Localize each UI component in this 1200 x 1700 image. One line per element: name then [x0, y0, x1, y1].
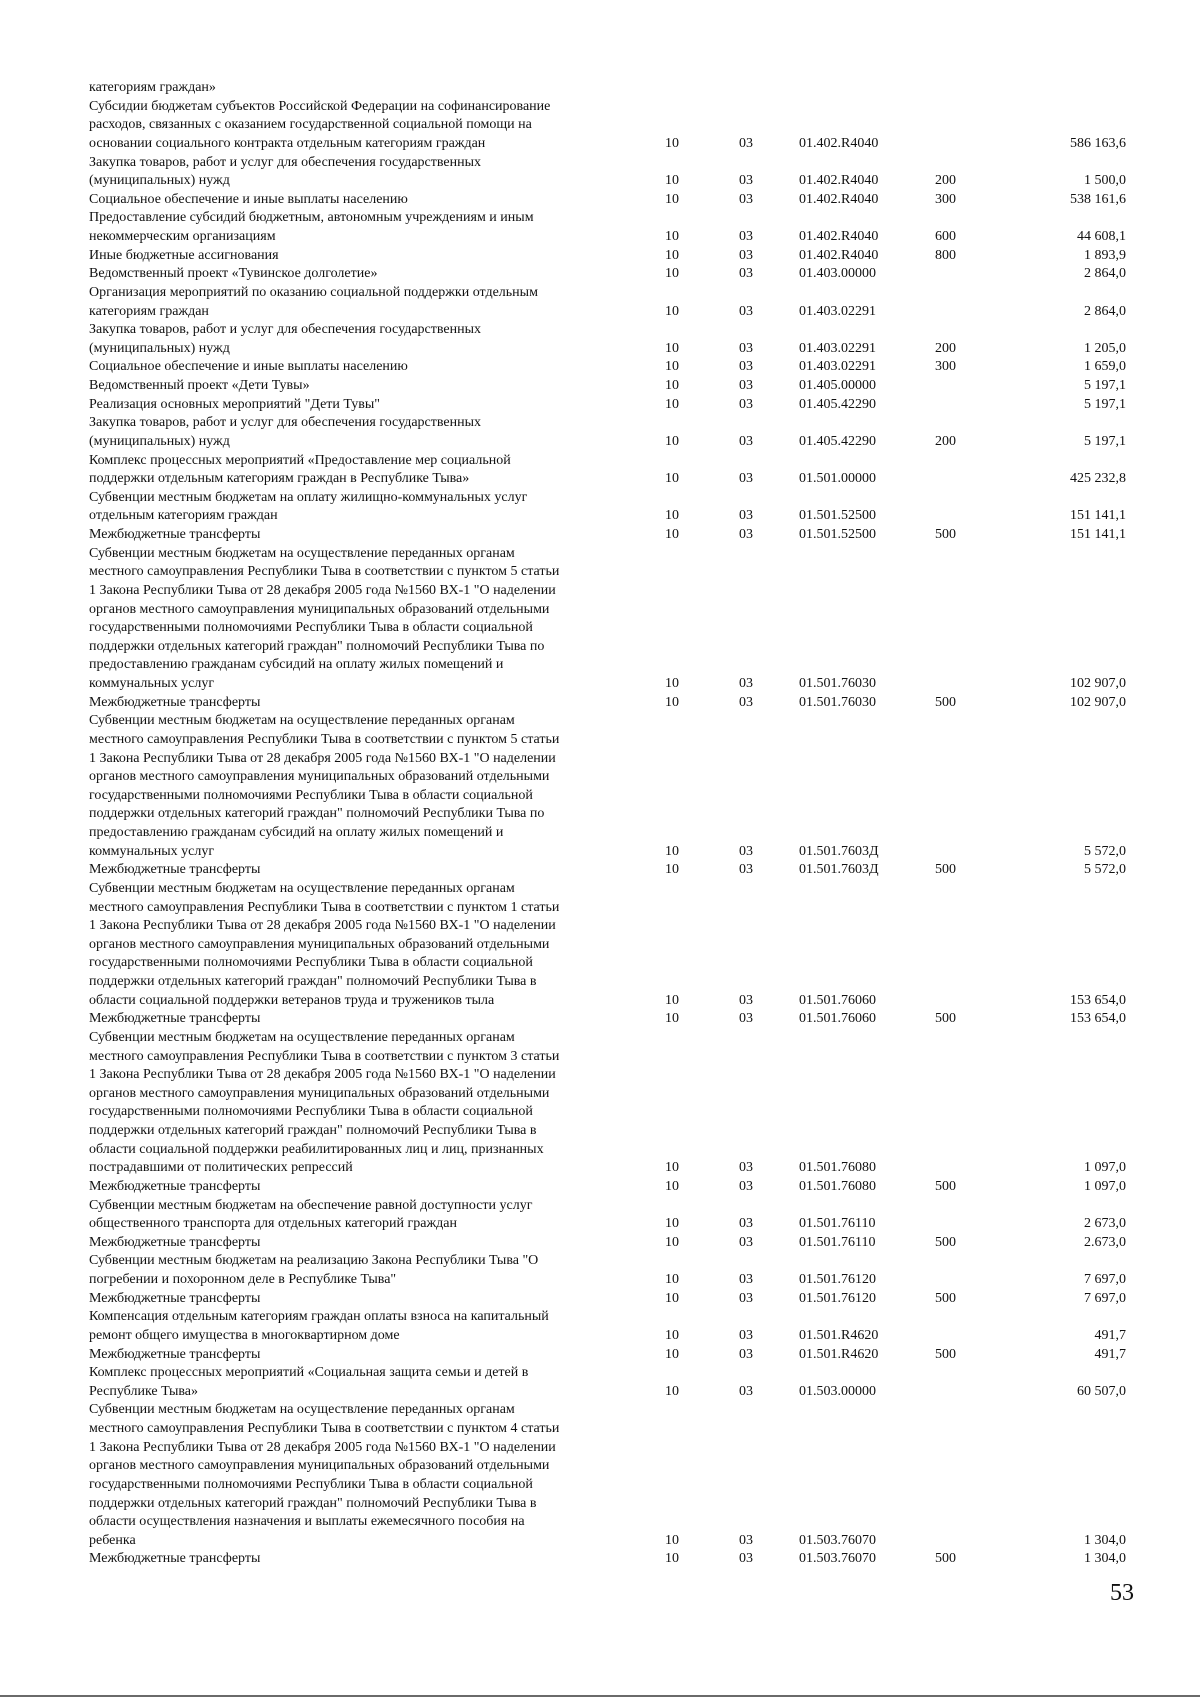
table-row	[89, 1252, 1129, 1289]
row-subsection-code: 03	[739, 992, 753, 1008]
row-amount: 1 659,0	[1084, 359, 1126, 375]
row-expense-type-code	[923, 1197, 995, 1234]
row-name: Комплекс процессных мероприятий «Предоставление мер социальной поддержки отдельным категориям граждан в Республике Тыва»	[89, 452, 511, 487]
row-amount: 1 893,9	[1084, 247, 1126, 263]
row-target-article-code: 01.501.76110	[799, 1216, 876, 1232]
row-name: Ведомственный проект «Дети Тувы»	[89, 378, 310, 393]
row-target-article-code: 01.503.00000	[799, 1383, 876, 1399]
row-expense-type-code: 500	[935, 1234, 956, 1250]
row-subsection-code: 03	[739, 1272, 753, 1287]
row-subsection-code: 03	[739, 1551, 753, 1567]
table-row	[89, 247, 1129, 266]
row-subsection-code: 03	[739, 359, 753, 375]
row-amount: 102 907,0	[1070, 694, 1126, 710]
row-expense-type-code: 300	[935, 359, 956, 375]
row-expense-type-code	[923, 545, 995, 694]
row-subsection-code: 03	[739, 247, 753, 263]
row-subsection-code: 03	[739, 1160, 753, 1176]
row-expense-type-code: 500	[935, 1551, 956, 1567]
row-name: Организация мероприятий по оказанию социальной поддержки отдельным категориям граждан	[89, 284, 538, 319]
row-section-code: 10	[665, 1272, 679, 1287]
row-amount: 5 572,0	[1084, 862, 1126, 878]
row-target-article-code: 01.503.76070	[799, 1532, 876, 1548]
row-name: Реализация основных мероприятий "Дети Тувы"	[89, 396, 380, 412]
table-row	[89, 396, 1129, 415]
row-expense-type-code	[923, 489, 995, 526]
row-subsection-code: 03	[739, 471, 753, 487]
row-expense-type-code	[923, 1364, 995, 1401]
row-subsection-code: 03	[739, 173, 753, 189]
row-amount: 7 697,0	[1084, 1272, 1126, 1287]
row-expense-type-code: 500	[935, 1178, 956, 1194]
row-target-article-code	[785, 79, 923, 98]
row-expense-type-code: 300	[935, 191, 956, 207]
row-target-article-code: 01.402.R4040	[799, 173, 879, 189]
row-section-code: 10	[665, 340, 679, 356]
table-row	[89, 358, 1129, 377]
row-target-article-code: 01.402.R4040	[799, 229, 879, 244]
row-subsection-code: 03	[739, 135, 753, 151]
row-target-article-code: 01.403.02291	[799, 359, 876, 375]
row-name: Межбюджетные трансферты	[89, 1346, 261, 1362]
row-amount: 151 141,1	[1070, 508, 1126, 524]
row-name: Ведомственный проект «Тувинское долголетие»	[89, 266, 378, 282]
row-target-article-code: 01.501.52500	[799, 527, 876, 542]
table-row	[89, 1178, 1129, 1197]
row-section-code: 10	[665, 266, 679, 282]
row-target-article-code: 01.501.76030	[799, 676, 876, 691]
row-expense-type-code	[923, 880, 995, 1010]
table-row	[89, 712, 1129, 861]
table-row	[89, 1346, 1129, 1365]
row-name: Межбюджетные трансферты	[89, 1178, 261, 1194]
table-row	[89, 1010, 1129, 1029]
row-expense-type-code	[923, 377, 995, 396]
row-expense-type-code: 500	[935, 1290, 956, 1306]
row-name: Субвенции местным бюджетам на оплату жилищно-коммунальных услуг отдельным категориям граждан	[89, 489, 528, 524]
row-target-article-code: 01.403.00000	[799, 266, 876, 282]
row-target-article-code: 01.501.76080	[799, 1178, 876, 1194]
table-row	[89, 1401, 1129, 1550]
row-section-code: 10	[665, 471, 679, 487]
row-target-article-code: 01.501.76120	[799, 1290, 876, 1306]
row-target-article-code: 01.402.R4040	[799, 191, 879, 207]
row-name: Субвенции местным бюджетам на осуществление переданных органам местного самоуправления Республики Тыва в соответствии с пунктом 1 статьи 1 Закона Республики Тыва от 28 декабря 2005 года №1560 ВХ-1 "О наделении органов местного самоуправления муниципальных образований отдельными государственными полномочиями Республики Тыва в области социальной поддержки отдельных категорий граждан" полномочий Республики Тыва в области социальной поддержки ветеранов труда и тружеников тыла	[89, 880, 560, 1008]
table-row	[89, 526, 1129, 545]
row-expense-type-code	[923, 712, 995, 861]
table-row	[89, 265, 1129, 284]
row-subsection-code: 03	[739, 303, 753, 319]
row-expense-type-code: 500	[935, 1346, 956, 1362]
row-subsection-code	[723, 79, 785, 98]
row-target-article-code: 01.403.02291	[799, 340, 876, 356]
row-section-code: 10	[665, 508, 679, 524]
row-name: Субвенции местным бюджетам на осуществление переданных органам местного самоуправления Республики Тыва в соответствии с пунктом 5 статьи 1 Закона Республики Тыва от 28 декабря 2005 года №1560 ВХ-1 "О наделении органов местного самоуправления муниципальных образований отдельными государственными полномочиями Республики Тыва в области социальной поддержки отдельных категорий граждан" полномочий Республики Тыва по предоставлению гражданам субсидий на оплату жилых помещений и коммунальных услуг	[89, 545, 560, 691]
row-expense-type-code	[923, 1308, 995, 1345]
row-expense-type-code: 500	[935, 694, 956, 710]
row-expense-type-code: 200	[935, 433, 956, 449]
row-section-code: 10	[665, 862, 679, 878]
row-subsection-code: 03	[739, 1234, 753, 1250]
row-amount: 1 097,0	[1084, 1160, 1126, 1176]
row-amount: 2.673,0	[1084, 1234, 1126, 1250]
row-expense-type-code: 500	[935, 1011, 956, 1027]
row-subsection-code: 03	[739, 1216, 753, 1232]
row-subsection-code: 03	[739, 527, 753, 542]
row-section-code: 10	[665, 1011, 679, 1027]
row-subsection-code: 03	[739, 676, 753, 691]
table-row	[89, 377, 1129, 396]
row-section-code: 10	[665, 1327, 679, 1343]
row-target-article-code: 01.501.52500	[799, 508, 876, 524]
row-expense-type-code	[923, 396, 995, 415]
page-number: 53	[1110, 1580, 1134, 1606]
row-target-article-code: 01.501.76030	[799, 694, 876, 710]
row-subsection-code: 03	[739, 266, 753, 282]
row-name: Субвенции местным бюджетам на реализацию Закона Республики Тыва "О погребении и похоронном деле в Республике Тыва"	[89, 1253, 539, 1287]
row-target-article-code: 01.501.76120	[799, 1272, 876, 1287]
row-amount: 538 161,6	[1070, 191, 1126, 207]
row-amount: 5 572,0	[1084, 843, 1126, 859]
row-name: Субвенции местным бюджетам на осуществление переданных органам местного самоуправления Республики Тыва в соответствии с пунктом 3 статьи 1 Закона Республики Тыва от 28 декабря 2005 года №1560 ВХ-1 "О наделении органов местного самоуправления муниципальных образований отдельными государственными полномочиями Республики Тыва в области социальной поддержки отдельных категорий граждан" полномочий Республики Тыва в области социальной поддержки реабилитированных лиц и лиц, признанных пострадавшими от политических репрессий	[89, 1029, 560, 1176]
row-target-article-code: 01.402.R4040	[799, 247, 879, 263]
row-amount: 1 205,0	[1084, 340, 1126, 356]
table-row	[89, 1234, 1129, 1253]
budget-allocation-table	[89, 79, 1129, 1569]
row-name: Субвенции местным бюджетам на осуществление переданных органам местного самоуправления Республики Тыва в соответствии с пунктом 5 статьи 1 Закона Республики Тыва от 28 декабря 2005 года №1560 ВХ-1 "О наделении органов местного самоуправления муниципальных образований отдельными государственными полномочиями Республики Тыва в области социальной поддержки отдельных категорий граждан" полномочий Республики Тыва по предоставлению гражданам субсидий на оплату жилых помещений и коммунальных услуг	[89, 713, 560, 859]
row-target-article-code: 01.402.R4040	[799, 135, 879, 151]
table-row	[89, 98, 1129, 154]
table-row	[89, 321, 1129, 358]
row-amount: 5 197,1	[1084, 378, 1126, 393]
row-name: Закупка товаров, работ и услуг для обеспечения государственных (муниципальных) нужд	[89, 154, 482, 189]
row-target-article-code: 01.501.7603Д	[799, 843, 879, 859]
row-section-code: 10	[665, 378, 679, 393]
row-section-code: 10	[665, 135, 679, 151]
row-name: Компенсация отдельным категориям граждан оплаты взноса на капитальный ремонт общего имущества в многоквартирном доме	[89, 1309, 549, 1343]
row-name: Закупка товаров, работ и услуг для обеспечения государственных (муниципальных) нужд	[89, 322, 482, 356]
row-amount: 1 500,0	[1084, 173, 1126, 189]
table-row	[89, 191, 1129, 210]
table-row	[89, 1290, 1129, 1309]
row-target-article-code: 01.501.7603Д	[799, 862, 879, 878]
row-name: Межбюджетные трансферты	[89, 1551, 261, 1567]
row-section-code	[661, 79, 723, 98]
table-row	[89, 545, 1129, 694]
row-name: Предоставление субсидий бюджетным, автономным учреждениям и иным некоммерческим организациям	[89, 210, 534, 244]
row-target-article-code: 01.501.R4620	[799, 1327, 879, 1343]
row-amount: 60 507,0	[1077, 1383, 1126, 1399]
row-subsection-code: 03	[739, 433, 753, 449]
table-row	[89, 154, 1129, 191]
budget-table-body	[89, 79, 1129, 1569]
row-target-article-code: 01.501.76080	[799, 1160, 876, 1176]
scan-edge-line	[0, 1695, 1200, 1697]
row-target-article-code: 01.403.02291	[799, 303, 876, 319]
table-row	[89, 1197, 1129, 1234]
row-section-code: 10	[665, 173, 679, 189]
table-row	[89, 452, 1129, 489]
row-subsection-code: 03	[739, 396, 753, 412]
row-section-code: 10	[665, 433, 679, 449]
row-name: Субсидии бюджетам субъектов Российской Федерации на софинансирование расходов, связанных с оказанием государственной социальной помощи на основании социального контракта отдельным категориям граждан	[89, 98, 551, 151]
row-expense-type-code: 500	[935, 862, 956, 878]
row-target-article-code: 01.501.76060	[799, 1011, 876, 1027]
table-row	[89, 284, 1129, 321]
row-name: Закупка товаров, работ и услуг для обеспечения государственных (муниципальных) нужд	[89, 415, 482, 449]
table-row	[89, 209, 1129, 246]
table-row	[89, 1308, 1129, 1345]
row-name: Межбюджетные трансферты	[89, 1234, 261, 1250]
row-subsection-code: 03	[739, 191, 753, 207]
row-amount: 491,7	[1094, 1327, 1126, 1343]
row-section-code: 10	[665, 843, 679, 859]
row-expense-type-code: 200	[935, 340, 956, 356]
row-target-article-code: 01.405.00000	[799, 378, 876, 393]
row-subsection-code: 03	[739, 378, 753, 393]
row-subsection-code: 03	[739, 340, 753, 356]
row-amount: 2 864,0	[1084, 303, 1126, 319]
row-subsection-code: 03	[739, 1011, 753, 1027]
row-subsection-code: 03	[739, 1327, 753, 1343]
row-section-code: 10	[665, 1290, 679, 1306]
row-name: Социальное обеспечение и иные выплаты населению	[89, 359, 408, 375]
row-expense-type-code	[923, 1401, 995, 1550]
row-amount: 102 907,0	[1070, 676, 1126, 691]
row-section-code: 10	[665, 1551, 679, 1567]
row-target-article-code: 01.503.76070	[799, 1551, 876, 1567]
row-amount: 586 163,6	[1070, 135, 1126, 151]
row-target-article-code: 01.501.76110	[799, 1234, 876, 1250]
row-expense-type-code: 600	[935, 229, 956, 244]
row-amount	[995, 79, 1129, 98]
row-expense-type-code	[923, 1029, 995, 1178]
row-name: Межбюджетные трансферты	[89, 862, 261, 878]
row-subsection-code: 03	[739, 1178, 753, 1194]
table-row	[89, 489, 1129, 526]
row-amount: 491,7	[1094, 1346, 1126, 1362]
row-name: Межбюджетные трансферты	[89, 1290, 261, 1306]
table-row	[89, 414, 1129, 451]
row-expense-type-code: 500	[935, 527, 956, 542]
row-expense-type-code: 800	[935, 247, 956, 263]
row-amount: 425 232,8	[1070, 471, 1126, 487]
row-expense-type-code	[923, 452, 995, 489]
row-section-code: 10	[665, 1532, 679, 1548]
row-section-code: 10	[665, 992, 679, 1008]
row-name: Межбюджетные трансферты	[89, 694, 261, 710]
row-amount: 5 197,1	[1084, 396, 1126, 412]
row-amount: 153 654,0	[1070, 992, 1126, 1008]
row-subsection-code: 03	[739, 694, 753, 710]
row-target-article-code: 01.501.00000	[799, 471, 876, 487]
row-section-code: 10	[665, 1234, 679, 1250]
row-name: Социальное обеспечение и иные выплаты населению	[89, 191, 408, 207]
row-subsection-code: 03	[739, 1383, 753, 1399]
row-subsection-code: 03	[739, 1290, 753, 1306]
row-section-code: 10	[665, 396, 679, 412]
row-name: Межбюджетные трансферты	[89, 527, 261, 542]
table-row	[89, 1550, 1129, 1569]
row-section-code: 10	[665, 1216, 679, 1232]
row-amount: 151 141,1	[1070, 527, 1126, 542]
row-section-code: 10	[665, 303, 679, 319]
row-subsection-code: 03	[739, 843, 753, 859]
row-name: Субвенции местным бюджетам на обеспечение равной доступности услуг общественного транспорта для отдельных категорий граждан	[89, 1197, 533, 1232]
row-expense-type-code	[923, 79, 995, 98]
row-amount: 153 654,0	[1070, 1011, 1126, 1027]
row-expense-type-code	[923, 98, 995, 154]
row-section-code: 10	[665, 676, 679, 691]
table-row	[89, 1029, 1129, 1178]
table-row	[89, 1364, 1129, 1401]
row-section-code: 10	[665, 191, 679, 207]
row-amount: 1 097,0	[1084, 1178, 1126, 1194]
row-section-code: 10	[665, 1160, 679, 1176]
row-section-code: 10	[665, 1383, 679, 1399]
row-amount: 7 697,0	[1084, 1290, 1126, 1306]
row-amount: 44 608,1	[1077, 229, 1126, 244]
row-expense-type-code	[923, 1252, 995, 1289]
row-target-article-code: 01.501.R4620	[799, 1346, 879, 1362]
row-subsection-code: 03	[739, 1346, 753, 1362]
row-name: Межбюджетные трансферты	[89, 1011, 261, 1027]
row-expense-type-code	[923, 284, 995, 321]
row-amount: 2 864,0	[1084, 266, 1126, 282]
row-expense-type-code: 200	[935, 173, 956, 189]
row-name: Иные бюджетные ассигнования	[89, 247, 279, 263]
row-name: категориям граждан»	[89, 80, 216, 95]
row-subsection-code: 03	[739, 1532, 753, 1548]
row-subsection-code: 03	[739, 862, 753, 878]
row-section-code: 10	[665, 1346, 679, 1362]
row-name: Субвенции местным бюджетам на осуществление переданных органам местного самоуправления Республики Тыва в соответствии с пунктом 4 статьи 1 Закона Республики Тыва от 28 декабря 2005 года №1560 ВХ-1 "О наделении органов местного самоуправления муниципальных образований отдельными государственными полномочиями Республики Тыва в области социальной поддержки отдельных категорий граждан" полномочий Республики Тыва в области осуществления назначения и выплаты ежемесячного пособия на ребенка	[89, 1402, 560, 1548]
row-section-code: 10	[665, 247, 679, 263]
row-target-article-code: 01.405.42290	[799, 396, 876, 412]
row-section-code: 10	[665, 694, 679, 710]
row-name: Комплекс процессных мероприятий «Социальная защита семьи и детей в Республике Тыва»	[89, 1365, 529, 1399]
row-section-code: 10	[665, 527, 679, 542]
table-row	[89, 694, 1129, 713]
row-amount: 5 197,1	[1084, 433, 1126, 449]
row-subsection-code: 03	[739, 508, 753, 524]
row-section-code: 10	[665, 1178, 679, 1194]
row-amount: 2 673,0	[1084, 1216, 1126, 1232]
row-section-code: 10	[665, 359, 679, 375]
row-amount: 1 304,0	[1084, 1551, 1126, 1567]
row-section-code: 10	[665, 229, 679, 244]
row-target-article-code: 01.501.76060	[799, 992, 876, 1008]
row-expense-type-code	[923, 265, 995, 284]
table-row	[89, 880, 1129, 1010]
table-row	[89, 861, 1129, 880]
row-subsection-code: 03	[739, 229, 753, 244]
row-target-article-code: 01.405.42290	[799, 433, 876, 449]
table-row	[89, 79, 1129, 98]
row-amount: 1 304,0	[1084, 1532, 1126, 1548]
